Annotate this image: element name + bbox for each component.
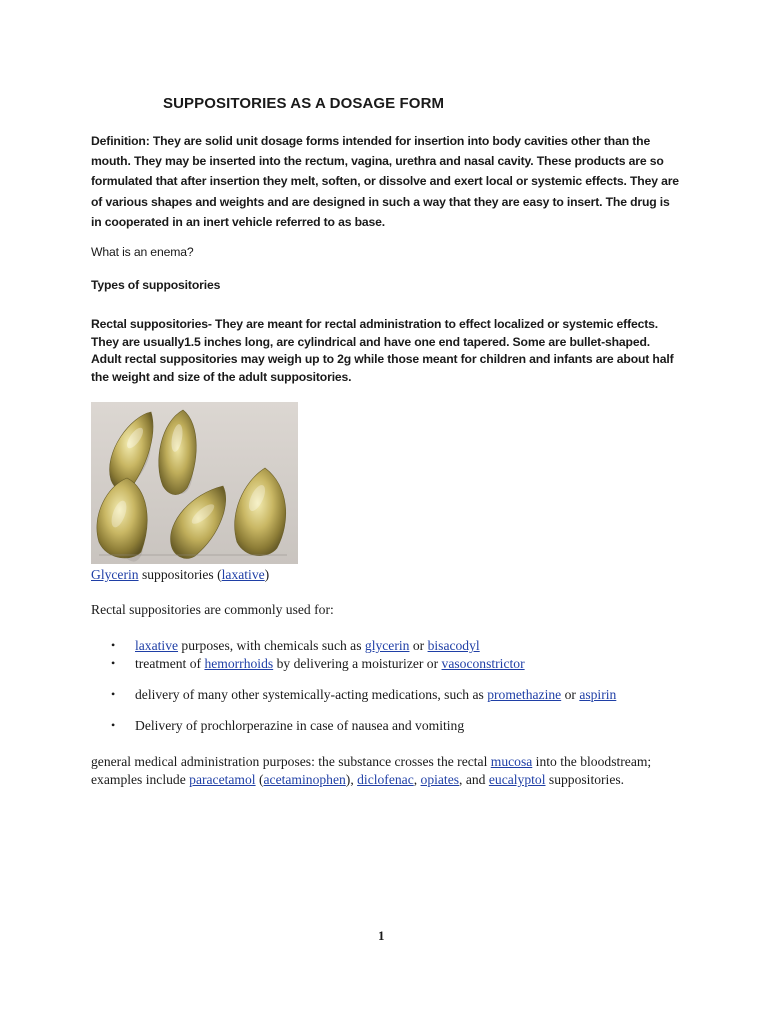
inline-text: , (413, 772, 421, 788)
inline-text: suppositories. (545, 772, 625, 788)
caption-mid: suppositories ( (138, 567, 222, 582)
bullet-dot-icon: • (111, 656, 116, 670)
page-title: SUPPOSITORIES AS A DOSAGE FORM (163, 95, 445, 112)
inline-text: , and (459, 772, 489, 788)
rectal-paragraph (91, 316, 681, 386)
enema-question: What is an enema? (91, 245, 194, 259)
vasoconstrictor-link[interactable]: vasoconstrictor (441, 656, 525, 671)
bullet-text (135, 638, 480, 654)
inline-text: or (409, 638, 428, 653)
promethazine-link[interactable]: promethazine (487, 687, 562, 702)
page-number: 1 (378, 928, 385, 943)
caption-end: ) (264, 567, 270, 582)
bisacodyl-link[interactable]: bisacodyl (427, 638, 480, 653)
glycerin-link[interactable]: glycerin (364, 638, 410, 653)
suppositories-photo (91, 402, 298, 564)
diclofenac-link[interactable]: diclofenac (357, 772, 414, 788)
acetaminophen-link[interactable]: acetaminophen (263, 772, 346, 788)
laxative-link[interactable]: laxative (221, 567, 265, 582)
inline-text: purposes, with chemicals such as (178, 638, 365, 653)
inline-text: by delivering a moisturizer or (273, 656, 442, 671)
inline-text: Delivery of prochlorperazine in case of nausea and vomiting (135, 718, 465, 733)
definition-paragraph (91, 131, 681, 232)
bullet-dot-icon: • (111, 718, 116, 732)
inline-text: treatment of (135, 656, 205, 671)
rectal-lead: Rectal suppositories (91, 317, 208, 331)
bullet-text (135, 718, 464, 734)
rectal-text: - They are meant for rectal administration to effect localized or systemic effects. They are usually1.5 inches long, are cylindrical and have one end tapered. Some are bullet-shaped. Adult rectal suppositories may weigh up to 2g while those meant for children and infants are about half the weight and size of the adult suppositories. (91, 317, 674, 384)
general-paragraph (91, 753, 691, 790)
bullet-text (135, 687, 616, 703)
photo-caption (91, 567, 269, 583)
types-heading: Types of suppositories (91, 278, 221, 292)
inline-text: ( (255, 772, 264, 788)
inline-text: or (561, 687, 580, 702)
laxative-link[interactable]: laxative (135, 638, 179, 653)
eucalyptol-link[interactable]: eucalyptol (488, 772, 546, 788)
aspirin-link[interactable]: aspirin (579, 687, 617, 702)
definition-lead: Definition: (91, 134, 150, 148)
paracetamol-link[interactable]: paracetamol (189, 772, 256, 788)
bullet-text (135, 656, 525, 672)
bullet-dot-icon: • (111, 638, 116, 652)
inline-text: into the bloodstream; examples include (91, 754, 652, 788)
bullet-dot-icon: • (111, 687, 116, 701)
glycerin-link[interactable]: Glycerin (91, 567, 139, 582)
commonly-used-text: Rectal suppositories are commonly used for: (91, 602, 334, 617)
mucosa-link[interactable]: mucosa (490, 754, 533, 769)
inline-text: ), (345, 772, 358, 788)
inline-text: delivery of many other systemically-acting medications, such as (135, 687, 488, 702)
inline-text: general medical administration purposes: the substance crosses the rectal (91, 754, 491, 769)
opiates-link[interactable]: opiates (420, 772, 460, 788)
definition-text: They are solid unit dosage forms intended for insertion into body cavities other than the mouth. They may be inserted into the rectum, vagina, urethra and nasal cavity. These products are so formulated that after insertion they melt, soften, or dissolve and exert local or systemic effects. They are of various shapes and weights and are designed in such a way that they are easy to insert. The drug is in cooperated in an inert vehicle referred to as base. (91, 134, 679, 229)
hemorrhoids-link[interactable]: hemorrhoids (204, 656, 274, 671)
